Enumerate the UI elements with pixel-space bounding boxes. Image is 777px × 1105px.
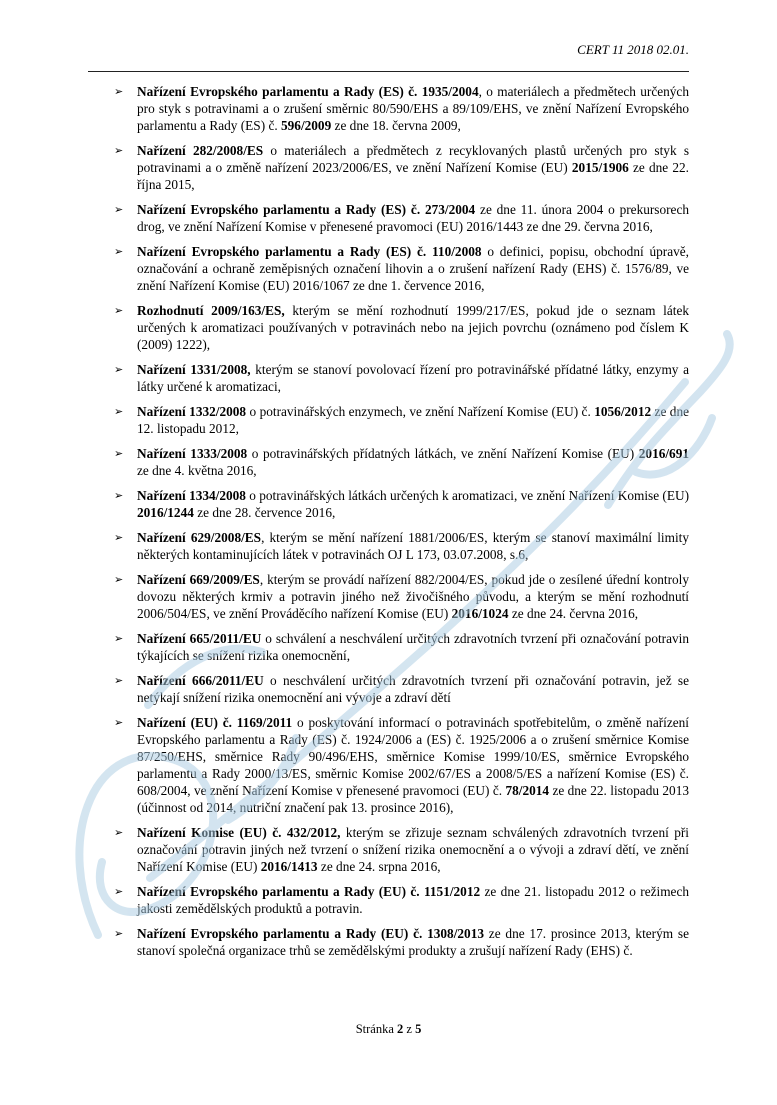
regulation-item <box>88 83 689 134</box>
arrow-bullet-icon: ➢ <box>114 716 124 729</box>
arrow-bullet-icon: ➢ <box>114 245 124 258</box>
arrow-bullet-icon: ➢ <box>114 674 124 687</box>
arrow-bullet-icon: ➢ <box>114 447 124 460</box>
regulation-item <box>88 529 689 563</box>
regulation-text: Nařízení 1333/2008 o potravinářských přídatných látkách, ve znění Nařízení Komise (EU) 2016/691 ze dne 4. května 2016, <box>137 446 689 478</box>
regulation-text: Rozhodnutí 2009/163/ES, kterým se mění rozhodnutí 1999/217/ES, pokud jde o seznam látek určených k aromatizaci používaných v potravinách nebo na jejich povrchu (oznámeno pod číslem K (2009) 1222), <box>137 303 689 352</box>
regulation-list <box>88 83 689 959</box>
regulation-text: Nařízení Evropského parlamentu a Rady (EU) č. 1308/2013 ze dne 17. prosince 2013, kterým se stanoví společná organizace trhů se zemědělskými produkty a zrušují nařízení Rady (EHS) č. <box>137 926 689 958</box>
regulation-item <box>88 302 689 353</box>
regulation-text: Nařízení Komise (EU) č. 432/2012, kterým se zřizuje seznam schválených zdravotních tvrzení při označování potravin jiných než tvrzení o snížení rizika onemocnění a o vývoji a zdraví dětí, ve znění Nařízení Komise (EU) 2016/1413 ze dne 24. srpna 2016, <box>137 825 689 874</box>
regulation-item <box>88 883 689 917</box>
regulation-text: Nařízení 669/2009/ES, kterým se provádí nařízení 882/2004/ES, pokud jde o zesílené úřední kontroly dovozu některých krmiv a potravin jiného než živočišného původu, a kterým se mění rozhodnutí 2006/504/ES, ve znění Prováděcího nařízení Komise (EU) 2016/1024 ze dne 24. června 2016, <box>137 572 689 621</box>
regulation-text: Nařízení 629/2008/ES, kterým se mění nařízení 1881/2006/ES, kterým se stanoví maximální limity některých kontaminujících látek v potravinách OJ L 173, 03.07.2008, s.6, <box>137 530 689 562</box>
regulation-item <box>88 714 689 816</box>
arrow-bullet-icon: ➢ <box>114 885 124 898</box>
regulation-text: Nařízení (EU) č. 1169/2011 o poskytování informací o potravinách spotřebitelům, o změně nařízení Evropského parlamentu a Rady (ES) č. 1924/2006 a (ES) č. 1925/2006 a o zrušení směrnice Komise 87/250/EHS, směrnice Rady 90/496/EHS, směrnice Komise 1999/10/ES, směrnice Evropského parlamentu a Rady 2000/13/ES, směrnic Komise 2002/67/ES a 2008/5/ES a nařízení Komise (ES) č. 608/2004, ve znění Nařízení Komise v přenesené pravomoci (EU) č. 78/2014 ze dne 22. listopadu 2013 (účinnost od 2014, nutriční značení pak 13. prosince 2016), <box>137 715 690 815</box>
footer-label: Stránka <box>355 1022 394 1036</box>
regulation-item <box>88 487 689 521</box>
regulation-text: Nařízení Evropského parlamentu a Rady (ES) č. 273/2004 ze dne 11. února 2004 o prekursorech drog, ve znění Nařízení Komise v přenesené pravomoci (EU) 2016/1443 ze dne 29. června 2016, <box>137 202 689 234</box>
regulation-item <box>88 824 689 875</box>
arrow-bullet-icon: ➢ <box>114 304 124 317</box>
regulation-item <box>88 201 689 235</box>
arrow-bullet-icon: ➢ <box>114 85 124 98</box>
regulation-item <box>88 142 689 193</box>
header-reference: CERT 11 2018 02.01. <box>577 42 689 57</box>
regulation-text: Nařízení 665/2011/EU o schválení a neschválení určitých zdravotních tvrzení při označování potravin týkajících se snížení rizika onemocnění, <box>137 631 689 663</box>
header-rule <box>88 71 689 72</box>
regulation-text: Nařízení Evropského parlamentu a Rady (EU) č. 1151/2012 ze dne 21. listopadu 2012 o režimech jakosti zemědělských produktů a potravin. <box>137 884 689 916</box>
arrow-bullet-icon: ➢ <box>114 531 124 544</box>
arrow-bullet-icon: ➢ <box>114 203 124 216</box>
regulation-item <box>88 925 689 959</box>
arrow-bullet-icon: ➢ <box>114 632 124 645</box>
regulation-text: Nařízení Evropského parlamentu a Rady (ES) č. 1935/2004, o materiálech a předmětech určených pro styk s potravinami a o zrušení směrnic 80/590/EHS a 89/109/EHS, ve znění Nařízení Evropského parlamentu a Rady (ES) č. 596/2009 ze dne 18. června 2009, <box>137 84 689 133</box>
arrow-bullet-icon: ➢ <box>114 573 124 586</box>
arrow-bullet-icon: ➢ <box>114 489 124 502</box>
footer-page-number: 2 <box>397 1022 404 1036</box>
document-header <box>88 42 689 58</box>
footer-separator: z <box>406 1022 412 1036</box>
arrow-bullet-icon: ➢ <box>114 826 124 839</box>
arrow-bullet-icon: ➢ <box>114 363 124 376</box>
arrow-bullet-icon: ➢ <box>114 144 124 157</box>
footer-total-pages: 5 <box>415 1022 422 1036</box>
regulation-item <box>88 403 689 437</box>
regulation-item <box>88 672 689 706</box>
regulation-item <box>88 571 689 622</box>
regulation-item <box>88 361 689 395</box>
regulation-text: Nařízení 282/2008/ES o materiálech a předmětech z recyklovaných plastů určených pro styk s potravinami a o změně nařízení 2023/2006/ES, ve znění Nařízení Komise (EU) 2015/1906 ze dne 22. října 2015, <box>137 143 689 192</box>
regulation-item <box>88 630 689 664</box>
regulation-text: Nařízení 666/2011/EU o neschválení určitých zdravotních tvrzení při označování potravin, jež se netýkají snížení rizika onemocnění ani vývoje a zdraví dětí <box>137 673 689 705</box>
page-footer <box>0 1022 777 1037</box>
regulation-text: Nařízení 1334/2008 o potravinářských látkách určených k aromatizaci, ve znění Nařízení Komise (EU) 2016/1244 ze dne 28. července 2016, <box>137 488 689 520</box>
regulation-item <box>88 445 689 479</box>
regulation-text: Nařízení Evropského parlamentu a Rady (ES) č. 110/2008 o definici, popisu, obchodní úpravě, označování a ochraně zeměpisných označení lihovin a o zrušení nařízení Rady (EHS) č. 1576/89, ve znění Nařízení Komise (EU) 2016/1067 ze dne 1. července 2016, <box>137 244 689 293</box>
arrow-bullet-icon: ➢ <box>114 927 124 940</box>
arrow-bullet-icon: ➢ <box>114 405 124 418</box>
regulation-item <box>88 243 689 294</box>
regulation-text: Nařízení 1331/2008, kterým se stanoví povolovací řízení pro potravinářské přídatné látky, enzymy a látky určené k aromatizaci, <box>137 362 689 394</box>
regulation-text: Nařízení 1332/2008 o potravinářských enzymech, ve znění Nařízení Komise (EU) č. 1056/2012 ze dne 12. listopadu 2012, <box>137 404 689 436</box>
